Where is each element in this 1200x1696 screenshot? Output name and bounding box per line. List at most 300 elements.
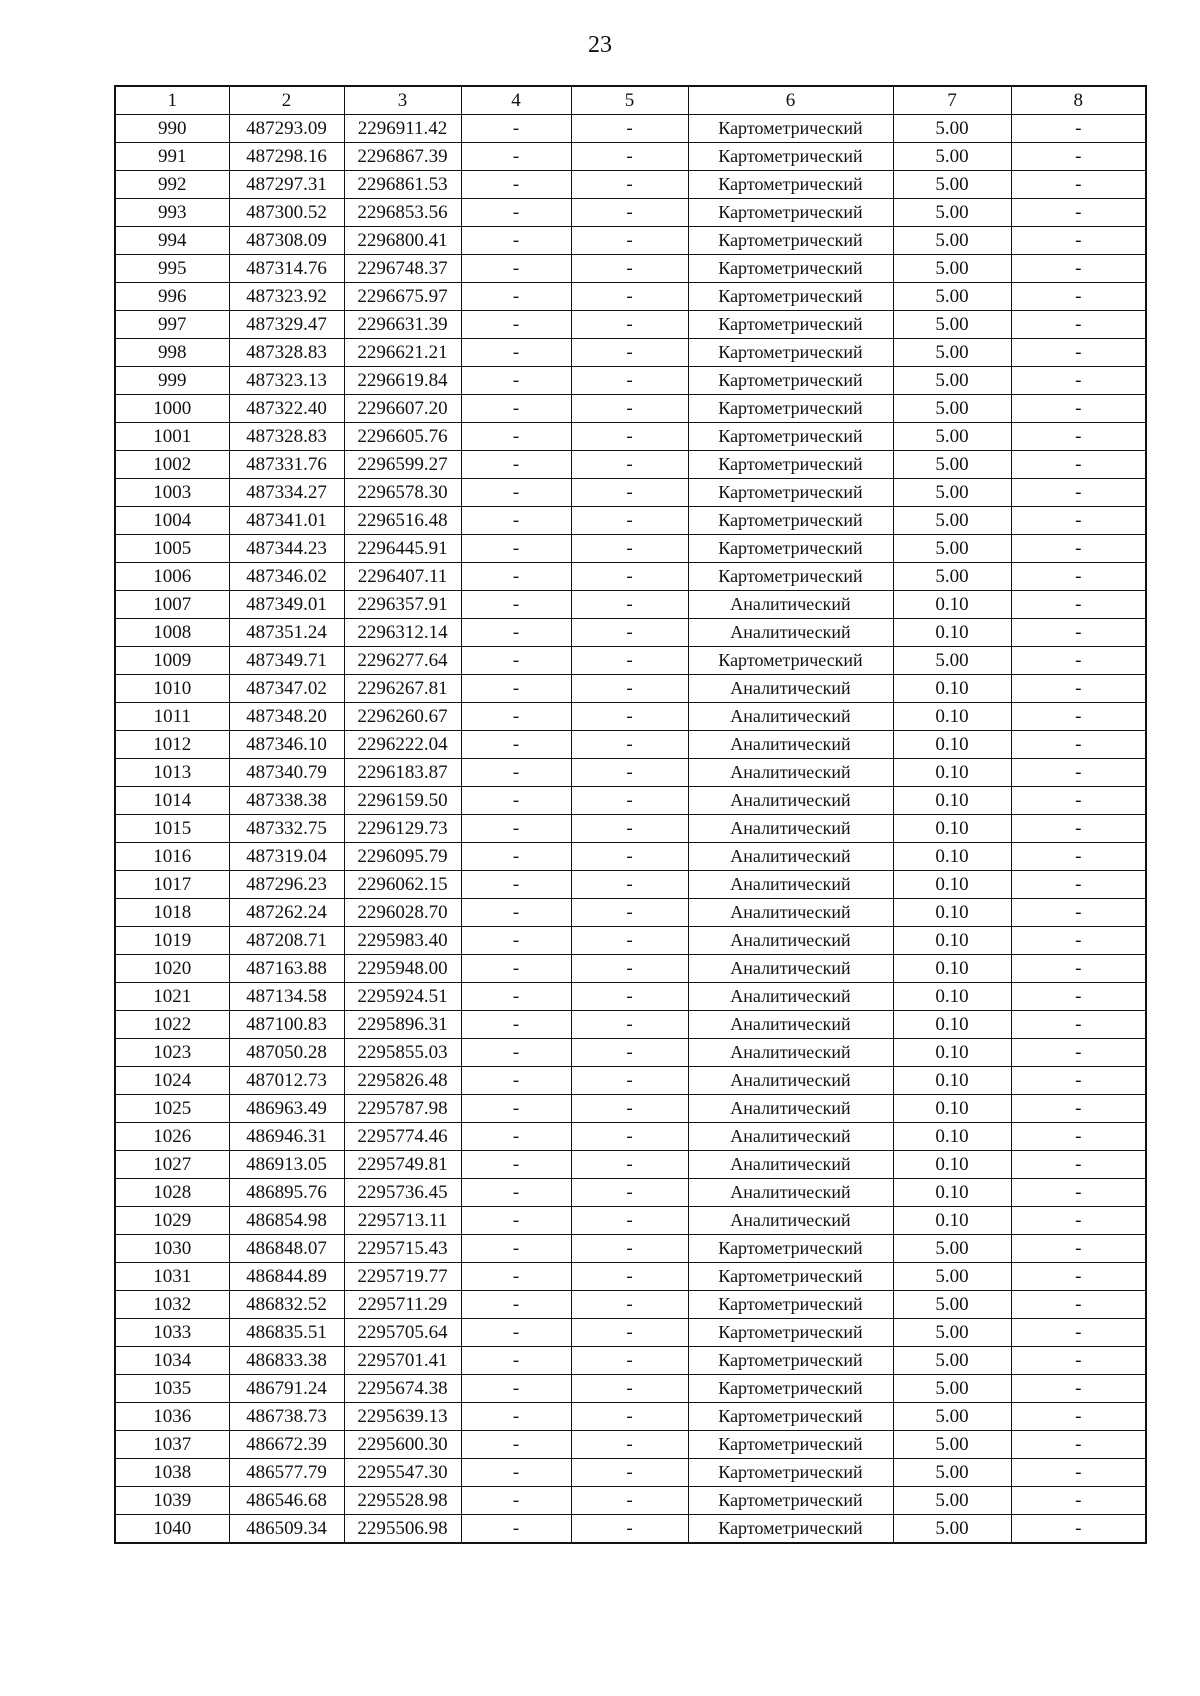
x-coordinate-cell: 486791.24: [229, 1375, 344, 1403]
table-row: [115, 1095, 1146, 1123]
col-4-cell: -: [461, 1151, 571, 1179]
y-coordinate-cell: 2295719.77: [344, 1263, 461, 1291]
point-number-cell: 994: [115, 227, 229, 255]
method-cell: Аналитический: [688, 899, 893, 927]
col-5-cell: -: [571, 367, 688, 395]
table-row: [115, 451, 1146, 479]
col-5-cell: -: [571, 1151, 688, 1179]
x-coordinate-cell: 487322.40: [229, 395, 344, 423]
x-coordinate-cell: 487297.31: [229, 171, 344, 199]
table-row: [115, 199, 1146, 227]
accuracy-cell: 0.10: [893, 731, 1011, 759]
col-4-cell: -: [461, 451, 571, 479]
table-row: [115, 983, 1146, 1011]
col-8-cell: -: [1011, 199, 1146, 227]
y-coordinate-cell: 2295749.81: [344, 1151, 461, 1179]
x-coordinate-cell: 487314.76: [229, 255, 344, 283]
col-5-cell: -: [571, 619, 688, 647]
y-coordinate-cell: 2296853.56: [344, 199, 461, 227]
col-8-cell: -: [1011, 703, 1146, 731]
method-cell: Аналитический: [688, 1151, 893, 1179]
col-4-cell: -: [461, 619, 571, 647]
accuracy-cell: 0.10: [893, 703, 1011, 731]
method-cell: Картометрический: [688, 1403, 893, 1431]
accuracy-cell: 0.10: [893, 1179, 1011, 1207]
y-coordinate-cell: 2295528.98: [344, 1487, 461, 1515]
table-row: [115, 479, 1146, 507]
y-coordinate-cell: 2295826.48: [344, 1067, 461, 1095]
col-4-cell: -: [461, 339, 571, 367]
point-number-cell: 1022: [115, 1011, 229, 1039]
col-4-cell: -: [461, 311, 571, 339]
y-coordinate-cell: 2296605.76: [344, 423, 461, 451]
method-cell: Аналитический: [688, 1011, 893, 1039]
col-4-cell: -: [461, 647, 571, 675]
col-4-cell: -: [461, 479, 571, 507]
col-5-cell: -: [571, 1291, 688, 1319]
x-coordinate-cell: 487334.27: [229, 479, 344, 507]
col-8-cell: -: [1011, 507, 1146, 535]
col-4-cell: -: [461, 1431, 571, 1459]
x-coordinate-cell: 487328.83: [229, 423, 344, 451]
col-5-cell: -: [571, 1039, 688, 1067]
col-4-cell: -: [461, 1207, 571, 1235]
method-cell: Картометрический: [688, 1263, 893, 1291]
table-row: [115, 1179, 1146, 1207]
accuracy-cell: 0.10: [893, 759, 1011, 787]
method-cell: Картометрический: [688, 479, 893, 507]
table-row: [115, 731, 1146, 759]
column-header-6: 6: [688, 86, 893, 115]
col-5-cell: -: [571, 227, 688, 255]
col-4-cell: -: [461, 759, 571, 787]
col-4-cell: -: [461, 591, 571, 619]
table-row: [115, 367, 1146, 395]
col-4-cell: -: [461, 983, 571, 1011]
col-8-cell: -: [1011, 759, 1146, 787]
point-number-cell: 1025: [115, 1095, 229, 1123]
accuracy-cell: 5.00: [893, 1235, 1011, 1263]
table-row: [115, 1123, 1146, 1151]
accuracy-cell: 0.10: [893, 843, 1011, 871]
point-number-cell: 1005: [115, 535, 229, 563]
method-cell: Аналитический: [688, 871, 893, 899]
point-number-cell: 1028: [115, 1179, 229, 1207]
method-cell: Картометрический: [688, 367, 893, 395]
point-number-cell: 1039: [115, 1487, 229, 1515]
x-coordinate-cell: 487323.92: [229, 283, 344, 311]
col-4-cell: -: [461, 731, 571, 759]
y-coordinate-cell: 2295948.00: [344, 955, 461, 983]
col-5-cell: -: [571, 1487, 688, 1515]
y-coordinate-cell: 2295855.03: [344, 1039, 461, 1067]
column-header-8: 8: [1011, 86, 1146, 115]
x-coordinate-cell: 486895.76: [229, 1179, 344, 1207]
col-8-cell: -: [1011, 451, 1146, 479]
table-row: [115, 1151, 1146, 1179]
accuracy-cell: 5.00: [893, 423, 1011, 451]
col-4-cell: -: [461, 227, 571, 255]
col-4-cell: -: [461, 1291, 571, 1319]
point-number-cell: 1003: [115, 479, 229, 507]
col-8-cell: -: [1011, 1487, 1146, 1515]
col-4-cell: -: [461, 1459, 571, 1487]
point-number-cell: 1040: [115, 1515, 229, 1544]
point-number-cell: 1016: [115, 843, 229, 871]
point-number-cell: 998: [115, 339, 229, 367]
point-number-cell: 1015: [115, 815, 229, 843]
accuracy-cell: 0.10: [893, 815, 1011, 843]
method-cell: Картометрический: [688, 395, 893, 423]
col-5-cell: -: [571, 143, 688, 171]
y-coordinate-cell: 2296183.87: [344, 759, 461, 787]
col-5-cell: -: [571, 507, 688, 535]
col-5-cell: -: [571, 843, 688, 871]
col-4-cell: -: [461, 1319, 571, 1347]
table-row: [115, 283, 1146, 311]
accuracy-cell: 5.00: [893, 1375, 1011, 1403]
method-cell: Картометрический: [688, 1347, 893, 1375]
col-8-cell: -: [1011, 675, 1146, 703]
table-row: [115, 1039, 1146, 1067]
col-8-cell: -: [1011, 983, 1146, 1011]
y-coordinate-cell: 2295983.40: [344, 927, 461, 955]
y-coordinate-cell: 2295896.31: [344, 1011, 461, 1039]
x-coordinate-cell: 486832.52: [229, 1291, 344, 1319]
method-cell: Картометрический: [688, 255, 893, 283]
method-cell: Картометрический: [688, 1431, 893, 1459]
col-4-cell: -: [461, 1487, 571, 1515]
col-8-cell: -: [1011, 1515, 1146, 1544]
col-4-cell: -: [461, 171, 571, 199]
col-8-cell: -: [1011, 1431, 1146, 1459]
col-5-cell: -: [571, 1431, 688, 1459]
y-coordinate-cell: 2296578.30: [344, 479, 461, 507]
accuracy-cell: 0.10: [893, 955, 1011, 983]
y-coordinate-cell: 2296357.91: [344, 591, 461, 619]
y-coordinate-cell: 2296062.15: [344, 871, 461, 899]
accuracy-cell: 5.00: [893, 647, 1011, 675]
accuracy-cell: 5.00: [893, 199, 1011, 227]
point-number-cell: 996: [115, 283, 229, 311]
table-row: [115, 591, 1146, 619]
col-5-cell: -: [571, 591, 688, 619]
method-cell: Аналитический: [688, 1095, 893, 1123]
col-5-cell: -: [571, 171, 688, 199]
x-coordinate-cell: 487296.23: [229, 871, 344, 899]
point-number-cell: 1032: [115, 1291, 229, 1319]
col-5-cell: -: [571, 1123, 688, 1151]
y-coordinate-cell: 2295506.98: [344, 1515, 461, 1544]
table-row: [115, 507, 1146, 535]
col-4-cell: -: [461, 255, 571, 283]
accuracy-cell: 0.10: [893, 1123, 1011, 1151]
method-cell: Картометрический: [688, 115, 893, 143]
y-coordinate-cell: 2296159.50: [344, 787, 461, 815]
x-coordinate-cell: 487323.13: [229, 367, 344, 395]
accuracy-cell: 0.10: [893, 927, 1011, 955]
point-number-cell: 1033: [115, 1319, 229, 1347]
accuracy-cell: 5.00: [893, 255, 1011, 283]
col-4-cell: -: [461, 1515, 571, 1544]
col-5-cell: -: [571, 423, 688, 451]
accuracy-cell: 5.00: [893, 1459, 1011, 1487]
table-row: [115, 563, 1146, 591]
method-cell: Аналитический: [688, 591, 893, 619]
accuracy-cell: 0.10: [893, 983, 1011, 1011]
col-4-cell: -: [461, 395, 571, 423]
table-row: [115, 255, 1146, 283]
table-row: [115, 703, 1146, 731]
col-4-cell: -: [461, 843, 571, 871]
accuracy-cell: 5.00: [893, 1263, 1011, 1291]
accuracy-cell: 5.00: [893, 143, 1011, 171]
method-cell: Аналитический: [688, 703, 893, 731]
method-cell: Аналитический: [688, 619, 893, 647]
x-coordinate-cell: 487340.79: [229, 759, 344, 787]
method-cell: Аналитический: [688, 815, 893, 843]
accuracy-cell: 5.00: [893, 283, 1011, 311]
x-coordinate-cell: 486738.73: [229, 1403, 344, 1431]
method-cell: Картометрический: [688, 283, 893, 311]
col-5-cell: -: [571, 1347, 688, 1375]
method-cell: Аналитический: [688, 1207, 893, 1235]
x-coordinate-cell: 487319.04: [229, 843, 344, 871]
method-cell: Картометрический: [688, 1487, 893, 1515]
method-cell: Картометрический: [688, 227, 893, 255]
col-4-cell: -: [461, 787, 571, 815]
y-coordinate-cell: 2296129.73: [344, 815, 461, 843]
col-4-cell: -: [461, 563, 571, 591]
col-5-cell: -: [571, 311, 688, 339]
column-header-3: 3: [344, 86, 461, 115]
y-coordinate-cell: 2296312.14: [344, 619, 461, 647]
point-number-cell: 1007: [115, 591, 229, 619]
y-coordinate-cell: 2296867.39: [344, 143, 461, 171]
point-number-cell: 1006: [115, 563, 229, 591]
x-coordinate-cell: 487349.01: [229, 591, 344, 619]
y-coordinate-cell: 2296028.70: [344, 899, 461, 927]
table-row: [115, 227, 1146, 255]
col-5-cell: -: [571, 983, 688, 1011]
y-coordinate-cell: 2295736.45: [344, 1179, 461, 1207]
x-coordinate-cell: 487329.47: [229, 311, 344, 339]
method-cell: Картометрический: [688, 339, 893, 367]
point-number-cell: 1014: [115, 787, 229, 815]
y-coordinate-cell: 2296516.48: [344, 507, 461, 535]
method-cell: Аналитический: [688, 843, 893, 871]
col-4-cell: -: [461, 1179, 571, 1207]
y-coordinate-cell: 2295787.98: [344, 1095, 461, 1123]
table-row: [115, 311, 1146, 339]
x-coordinate-cell: 487346.10: [229, 731, 344, 759]
col-5-cell: -: [571, 199, 688, 227]
method-cell: Картометрический: [688, 451, 893, 479]
table-row: [115, 1067, 1146, 1095]
accuracy-cell: 5.00: [893, 1291, 1011, 1319]
col-5-cell: -: [571, 451, 688, 479]
col-5-cell: -: [571, 255, 688, 283]
x-coordinate-cell: 487050.28: [229, 1039, 344, 1067]
y-coordinate-cell: 2295600.30: [344, 1431, 461, 1459]
col-4-cell: -: [461, 703, 571, 731]
table-row: [115, 339, 1146, 367]
method-cell: Картометрический: [688, 199, 893, 227]
table-row: [115, 1431, 1146, 1459]
col-5-cell: -: [571, 1235, 688, 1263]
col-4-cell: -: [461, 1039, 571, 1067]
point-number-cell: 992: [115, 171, 229, 199]
point-number-cell: 1036: [115, 1403, 229, 1431]
x-coordinate-cell: 486577.79: [229, 1459, 344, 1487]
y-coordinate-cell: 2295705.64: [344, 1319, 461, 1347]
col-4-cell: -: [461, 1347, 571, 1375]
col-5-cell: -: [571, 283, 688, 311]
col-8-cell: -: [1011, 1011, 1146, 1039]
point-number-cell: 1029: [115, 1207, 229, 1235]
col-8-cell: -: [1011, 311, 1146, 339]
y-coordinate-cell: 2296800.41: [344, 227, 461, 255]
x-coordinate-cell: 487331.76: [229, 451, 344, 479]
y-coordinate-cell: 2296911.42: [344, 115, 461, 143]
col-8-cell: -: [1011, 1151, 1146, 1179]
x-coordinate-cell: 487134.58: [229, 983, 344, 1011]
x-coordinate-cell: 486835.51: [229, 1319, 344, 1347]
method-cell: Картометрический: [688, 1459, 893, 1487]
x-coordinate-cell: 487351.24: [229, 619, 344, 647]
point-number-cell: 1012: [115, 731, 229, 759]
y-coordinate-cell: 2296445.91: [344, 535, 461, 563]
method-cell: Аналитический: [688, 1039, 893, 1067]
x-coordinate-cell: 487349.71: [229, 647, 344, 675]
method-cell: Картометрический: [688, 311, 893, 339]
method-cell: Картометрический: [688, 171, 893, 199]
point-number-cell: 990: [115, 115, 229, 143]
point-number-cell: 1002: [115, 451, 229, 479]
col-4-cell: -: [461, 1011, 571, 1039]
col-4-cell: -: [461, 955, 571, 983]
point-number-cell: 1034: [115, 1347, 229, 1375]
table-row: [115, 927, 1146, 955]
accuracy-cell: 5.00: [893, 1403, 1011, 1431]
col-8-cell: -: [1011, 115, 1146, 143]
accuracy-cell: 5.00: [893, 367, 1011, 395]
column-header-2: 2: [229, 86, 344, 115]
table-row: [115, 1291, 1146, 1319]
x-coordinate-cell: 487308.09: [229, 227, 344, 255]
x-coordinate-cell: 486672.39: [229, 1431, 344, 1459]
method-cell: Картометрический: [688, 423, 893, 451]
accuracy-cell: 5.00: [893, 451, 1011, 479]
col-4-cell: -: [461, 199, 571, 227]
col-8-cell: -: [1011, 1207, 1146, 1235]
col-8-cell: -: [1011, 367, 1146, 395]
point-number-cell: 1030: [115, 1235, 229, 1263]
accuracy-cell: 0.10: [893, 1067, 1011, 1095]
point-number-cell: 1008: [115, 619, 229, 647]
col-8-cell: -: [1011, 1123, 1146, 1151]
col-4-cell: -: [461, 871, 571, 899]
accuracy-cell: 0.10: [893, 1095, 1011, 1123]
method-cell: Аналитический: [688, 1067, 893, 1095]
col-8-cell: -: [1011, 1039, 1146, 1067]
col-5-cell: -: [571, 1067, 688, 1095]
accuracy-cell: 0.10: [893, 591, 1011, 619]
col-4-cell: -: [461, 1067, 571, 1095]
col-5-cell: -: [571, 395, 688, 423]
y-coordinate-cell: 2296621.21: [344, 339, 461, 367]
accuracy-cell: 5.00: [893, 563, 1011, 591]
table-row: [115, 423, 1146, 451]
col-8-cell: -: [1011, 1347, 1146, 1375]
accuracy-cell: 5.00: [893, 1487, 1011, 1515]
col-8-cell: -: [1011, 899, 1146, 927]
table-row: [115, 535, 1146, 563]
col-4-cell: -: [461, 1235, 571, 1263]
method-cell: Аналитический: [688, 1179, 893, 1207]
col-5-cell: -: [571, 787, 688, 815]
accuracy-cell: 5.00: [893, 1347, 1011, 1375]
x-coordinate-cell: 487332.75: [229, 815, 344, 843]
col-5-cell: -: [571, 1263, 688, 1291]
method-cell: Аналитический: [688, 983, 893, 1011]
point-number-cell: 1010: [115, 675, 229, 703]
col-4-cell: -: [461, 1375, 571, 1403]
col-4-cell: -: [461, 1263, 571, 1291]
col-8-cell: -: [1011, 1263, 1146, 1291]
x-coordinate-cell: 487348.20: [229, 703, 344, 731]
method-cell: Аналитический: [688, 731, 893, 759]
x-coordinate-cell: 486844.89: [229, 1263, 344, 1291]
table-row: [115, 143, 1146, 171]
page-number: 23: [588, 32, 612, 58]
x-coordinate-cell: 487293.09: [229, 115, 344, 143]
col-8-cell: -: [1011, 1235, 1146, 1263]
col-8-cell: -: [1011, 1375, 1146, 1403]
x-coordinate-cell: 487208.71: [229, 927, 344, 955]
accuracy-cell: 5.00: [893, 507, 1011, 535]
method-cell: Картометрический: [688, 647, 893, 675]
table-row: [115, 871, 1146, 899]
method-cell: Аналитический: [688, 675, 893, 703]
method-cell: Аналитический: [688, 955, 893, 983]
col-8-cell: -: [1011, 1459, 1146, 1487]
col-4-cell: -: [461, 115, 571, 143]
x-coordinate-cell: 487262.24: [229, 899, 344, 927]
method-cell: Картометрический: [688, 1375, 893, 1403]
col-5-cell: -: [571, 1319, 688, 1347]
col-4-cell: -: [461, 1095, 571, 1123]
col-5-cell: -: [571, 815, 688, 843]
col-4-cell: -: [461, 423, 571, 451]
x-coordinate-cell: 487298.16: [229, 143, 344, 171]
table-row: [115, 675, 1146, 703]
col-8-cell: -: [1011, 619, 1146, 647]
x-coordinate-cell: 487341.01: [229, 507, 344, 535]
accuracy-cell: 5.00: [893, 1319, 1011, 1347]
col-8-cell: -: [1011, 787, 1146, 815]
x-coordinate-cell: 487100.83: [229, 1011, 344, 1039]
point-number-cell: 1031: [115, 1263, 229, 1291]
col-5-cell: -: [571, 1515, 688, 1544]
point-number-cell: 1018: [115, 899, 229, 927]
point-number-cell: 1001: [115, 423, 229, 451]
col-8-cell: -: [1011, 1067, 1146, 1095]
col-4-cell: -: [461, 367, 571, 395]
x-coordinate-cell: 487328.83: [229, 339, 344, 367]
table-row: [115, 1487, 1146, 1515]
col-8-cell: -: [1011, 1095, 1146, 1123]
